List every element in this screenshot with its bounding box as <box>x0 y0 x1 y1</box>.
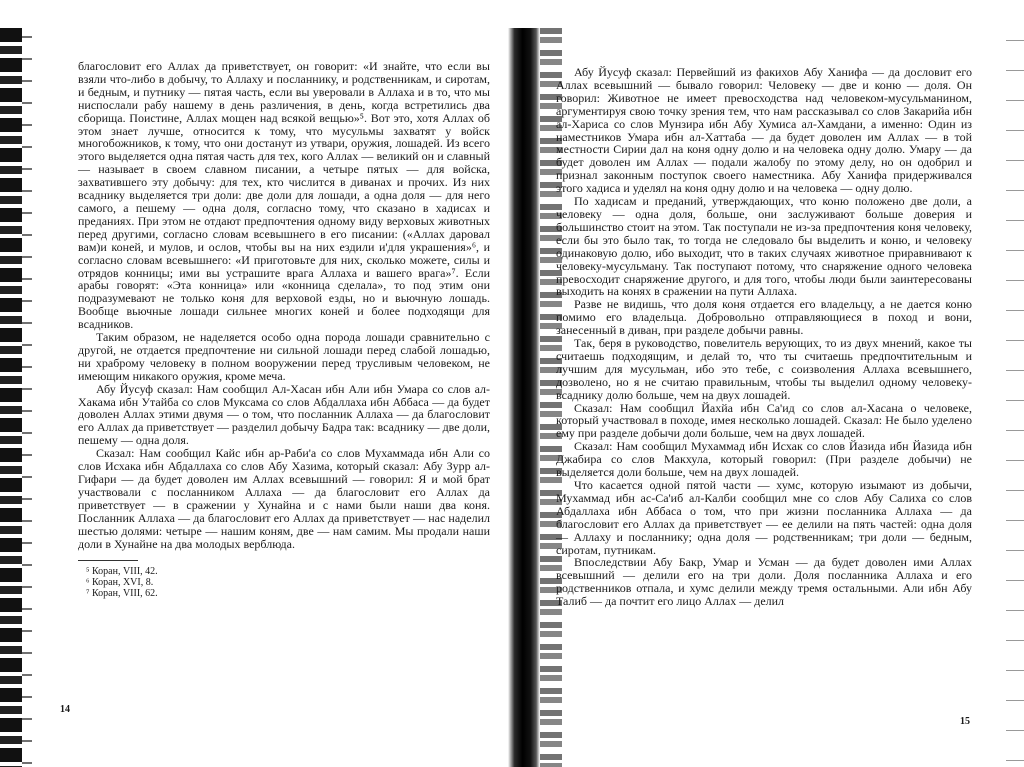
left-margin-ornament <box>0 28 22 767</box>
right-paragraph: Разве не видишь, что доля коня отдается его владельцу, а не дается коню помимо его владельца. Добровольно отправляющиеся в поход и вони, занесенный в диван, при разделе добычи равны. <box>556 297 972 338</box>
footnotes <box>78 560 490 599</box>
left-paragraph: Сказал: Нам сообщил Кайс ибн ар-Раби'а со слов Мухаммада ибн Али со слов Исхака ибн Абдаллаха со слов Абу Хазима, который сказал: Абу Зурр ал-Гифари — да будет доволен им Аллах всевышний — говорил: Я и мой брат участвовали с посланником Аллаха — да благословит его Аллах да приветствует — в сражении у Хунайна и с нами были наши два коня. Посланник Аллаха — да благословит его Аллах да приветствует — нас наделил шестью долями: четыре — нашим коням, две — нам самим. Мы продали наши доли в Хунайне на два молодых верблюда. <box>78 446 490 551</box>
left-paragraph: Таким образом, не наделяется особо одна порода лошади сравнительно с другой, не отдается предпочтение ни сильной лошади перед слабой лошадью, ни храброму человеку в полном вооружении перед трусливым человеком, не имеющим никакого оружия, кроме меча. <box>78 330 490 383</box>
right-page <box>556 66 972 608</box>
footnote: ⁷ Коран, VIII, 62. <box>86 588 158 600</box>
book-gutter-shadow <box>508 28 540 767</box>
page-number-left: 14 <box>60 704 70 715</box>
footnote: ⁵ Коран, VIII, 42. <box>86 566 158 578</box>
right-edge-scan-noise <box>1006 28 1024 767</box>
right-paragraph: Так, беря в руководство, повелитель верующих, то из двух мнений, какое ты считаешь подходящим, и делай то, что ты считаешь предпочтительным и лучшим для мусульман, ибо это тебе, с соизволения Аллаха всевышнего, дозволено, но я не считаю правильным, чтобы ты выделил одному человеку-всаднику долю больше, чем на двух лошадей. <box>556 336 972 402</box>
left-paragraph: благословит его Аллах да приветствует, он говорит: «И знайте, что если вы взяли что-либо в добычу, то Аллаху и посланнику, и родственникам, и сиротам, и бедным, и путнику — пятая часть, если вы уверовали в Аллаха и в то, что мы ниспослали рабу нашему в день различения, в день, когда встретились два сборища. Поистине, Аллах мощен над всякой вещью»⁵. Вот это, хотя Аллах об этом знает лучше, относится к тому, что мусульмы захватят у войск многобожников, к тому, что они достанут из утвари, оружия, лошадей. Из всего этого выделяется одна пятая часть для тех, кого Аллах — великий он и славный — называет в своем славном писании, а четыре пятых — для войска, захватившего эту добычу: для тех, кто числится в диванах и прочих. Из них всаднику выделяется три доли: две доли для лошади, а одна доля — для него самого, а пешему — одна доля, согласно тому, что сказано в хадисах и преданиях. При этом не отдают предпочтения одному виду верховых животных перед другими, согласно словам всевышнего в его писании: («Аллах даровал вам)и коней, и мулов, и ослов, чтобы вы на них ездили и'для украшения»⁶, и согласно словам всевышнего: «И приготовьте для них, сколько можете, силы и отрядов конницы; ими вы устрашите врага Аллаха и вашего врага»⁷. Если арабы говорят: «Эта конница» или «конница сделала», то под этим они подразумевают не только коня для верховой езды, но и вьючную лошадь. Вообще вьючные лошади сильнее многих коней и более подходящи для всадников. <box>78 59 490 332</box>
footnote-rule <box>78 560 138 561</box>
footnote: ⁶ Коран, XVI, 8. <box>86 577 154 589</box>
right-paragraph: Сказал: Нам сообщил Йахйа ибн Са'ид со слов ал-Хасана о человеке, который участвовал в походе, имея несколько лошадей. Сказал: Не было уделено ему при разделе добычи доли больше, чем на двух лошадей. <box>556 400 972 441</box>
right-paragraph: Что касается одной пятой части — хумс, которую изымают из добычи, Мухаммад ибн ас-Са'иб ал-Калби сообщил мне со слов Абу Салиха со слов Абдаллаха ибн Аббаса о том, что при жизни посланника Аллаха — да благословит его Аллах да приветствует — ее делили на пять частей: одна доля — Аллаху и посланнику; одна доля — родственникам; три доли — бедным, сиротам, путникам. <box>556 478 972 557</box>
left-paragraph: Абу Йусуф сказал: Нам сообщил Ал-Хасан ибн Али ибн Умара со слов ал-Хакама ибн Утайба со слов Муксама со слов Абдаллаха ибн Аббаса — да будет доволен Аллах этими двумя — о том, что посланник Аллаха — да благословит его Аллах да приветствует — разделил добычу Бадра так: всаднику — две доли, пешему — одна доля. <box>78 381 490 448</box>
right-paragraph: Впоследствии Абу Бакр, Умар и Усман — да будет доволен ими Аллах всевышний — делили его на три доли. Доля посланника Аллаха и его родственников отпала, и хумс делили между тремя остальными. Али ибн Абу Талиб — да почтит его лицо Аллах — делил <box>556 555 972 609</box>
right-paragraph: По хадисам и преданий, утверждающих, что коню положено две доли, а человеку — одна доля, больше, они заслуживают больше доверия и большинство стоит на этом. Так поступали не из-за предпочтения коня человеку, если бы это было так, то тогда не следовало бы выделить и коню, и человеку одинаковую долю, ибо выходит, что в таких случаях животное приравнивают к человеку-мусульману. Так поступают потому, что снаряжение одного человека превосходит снаряжение другого, и для того, чтобы люди были заинтересованы выходить на конях в сражении на пути Аллаха. <box>556 194 972 299</box>
page-number-right: 15 <box>960 716 970 727</box>
left-page <box>78 60 490 599</box>
right-paragraph: Абу Йусуф сказал: Первейший из факихов Абу Ханифа — да дословит его Аллах всевышний — бывало говорил: Человеку — две и коню — доля. Он говорил: Животное не имеет превосходства над человеком-мусульманином, аргументируя свою точку зрения тем, что нам рассказывал со слов Закарийа ибн ал-Хариса со слов Мунзира ибн Абу Хумиса ал-Хамдани, а именно: Один из наместников Умара ибн ал-Хаттаба — да будет доволен им Аллах — в той местности Сирии дал на коня одну долю и на человека одну долю. Умару — да будет доволен им Аллах — подали жалобу по этому делу, но он одобрил и признал законным поступок своего наместника. Абу Ханифа придерживался этого хадиса и уделял на коня одну долю и на человека — одну долю. <box>556 65 972 196</box>
right-paragraph: Сказал: Нам сообщил Мухаммад ибн Исхак со слов Йазида ибн Йазида ибн Джабира со слов Макхула, который говорил: (При разделе добычи) не выделяется доли больше, чем на двух лошадей. <box>556 439 972 480</box>
